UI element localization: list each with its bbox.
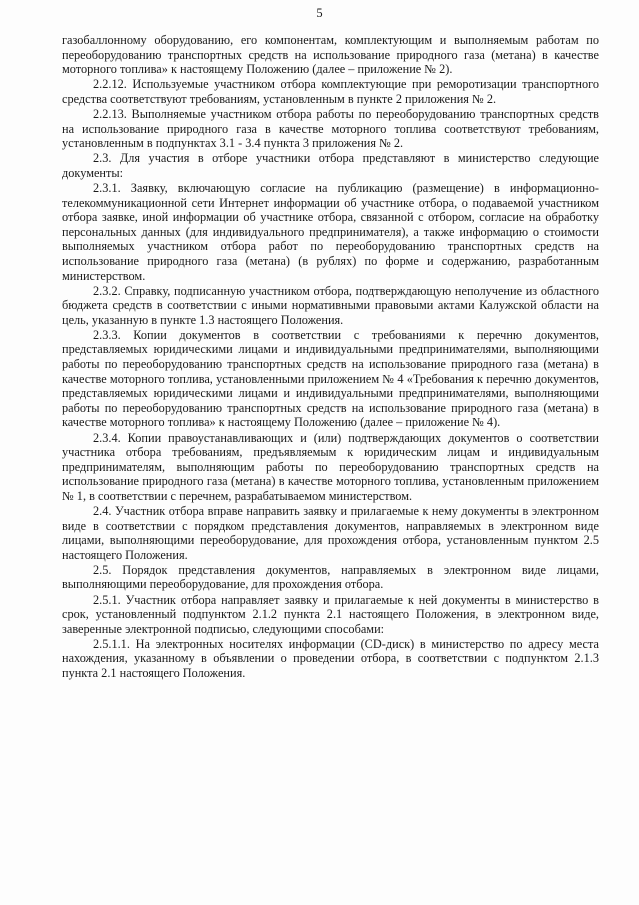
paragraph-2-5-1: 2.5.1. Участник отбора направляет заявку и прилагаемые к ней документы в министерство в срок, установленный подпунктом 2.1.2 пункта 2.1 настоящего Положения, в электронном виде, заверенные электронной подписью, следующими способами: [62,592,599,636]
paragraph-2-3-3: 2.3.3. Копии документов в соответствии с требованиями к перечню документов, представляемых юридическими лицами и индивидуальными предпринимателями, выполняющими работы по переоборудованию транспортных средств на использование природного газа (метана) в качестве моторного топлива, установленными приложением № 4 «Требования к перечню документов, представляемых юридическими лицами и индивидуальными предпринимателями, выполняющими работы по переоборудованию транспортных средств на использование природного газа (метана) в качестве моторного топлива» к настоящему Положению (далее – приложение № 4). [62,327,599,430]
page-number: 5 [316,6,323,20]
paragraph-2-2-12: 2.2.12. Используемые участником отбора комплектующие при реморотизации транспортного средства соответствуют требованиям, установленным в пункте 2 приложения № 2. [62,77,599,106]
paragraph-2-5-1-1: 2.5.1.1. На электронных носителях информации (CD-диск) в министерство по адресу места нахождения, указанному в объявлении о проведении отбора, в соответствии с подпунктом 2.1.3 пункта 2.1 настоящего Положения. [62,636,599,681]
document-body [62,33,599,681]
paragraph-2-2-13: 2.2.13. Выполняемые участником отбора работы по переоборудованию транспортных средств на использование природного газа в качестве моторного топлива соответствуют требованиям, установленным в подпунктах 3.1 - 3.4 пункта 3 приложения № 2. [62,106,599,151]
paragraph-2-3: 2.3. Для участия в отборе участники отбора представляют в министерство следующие документы: [62,151,599,180]
paragraph-2-3-1: 2.3.1. Заявку, включающую согласие на публикацию (размещение) в информационно-телекоммуникационной сети Интернет информации об участнике отбора, о подаваемой участником отбора заявке, иной информации об участнике отбора, связанной с отбором, согласие на обработку персональных данных (для индивидуального предпринимателя), а также информацию о стоимости выполняемых участником отбора работ по переоборудованию транспортных средств на использование природного газа (метана) (в рублях) по форме и содержанию, разработанным министерством. [62,180,599,283]
paragraph-2-4: 2.4. Участник отбора вправе направить заявку и прилагаемые к нему документы в электронном виде в соответствии с порядком представления документов, направляемых в электронном виде лицами, выполняющими переоборудование, для прохождения отбора, установленным пунктом 2.5 настоящего Положения. [62,504,599,562]
paragraph-continuation: газобаллонному оборудованию, его компонентам, комплектующим и выполняемым работам по переоборудованию транспортных средств на использование природного газа (метана) в качестве моторного топлива» к настоящему Положению (далее – приложение № 2). [62,33,599,77]
paragraph-2-5: 2.5. Порядок представления документов, направляемых в электронном виде лицами, выполняющими переоборудование, для прохождения отбора. [62,562,599,592]
paragraph-2-3-2: 2.3.2. Справку, подписанную участником отбора, подтверждающую неполучение из областного бюджета средств в соответствии с иными нормативными правовыми актами Калужской области на цель, указанную в пункте 1.3 настоящего Положения. [62,283,599,327]
paragraph-2-3-4: 2.3.4. Копии правоустанавливающих и (или) подтверждающих документов о соответствии участника отбора требованиям, предъявляемым к юридическим лицам и индивидуальным предпринимателям, выполняющим работы по переоборудованию транспортных средств на использование природного газа (метана) в качестве моторного топлива, установленным приложением № 1, в соответствии с перечнем, разрабатываемом министерством. [62,430,599,503]
